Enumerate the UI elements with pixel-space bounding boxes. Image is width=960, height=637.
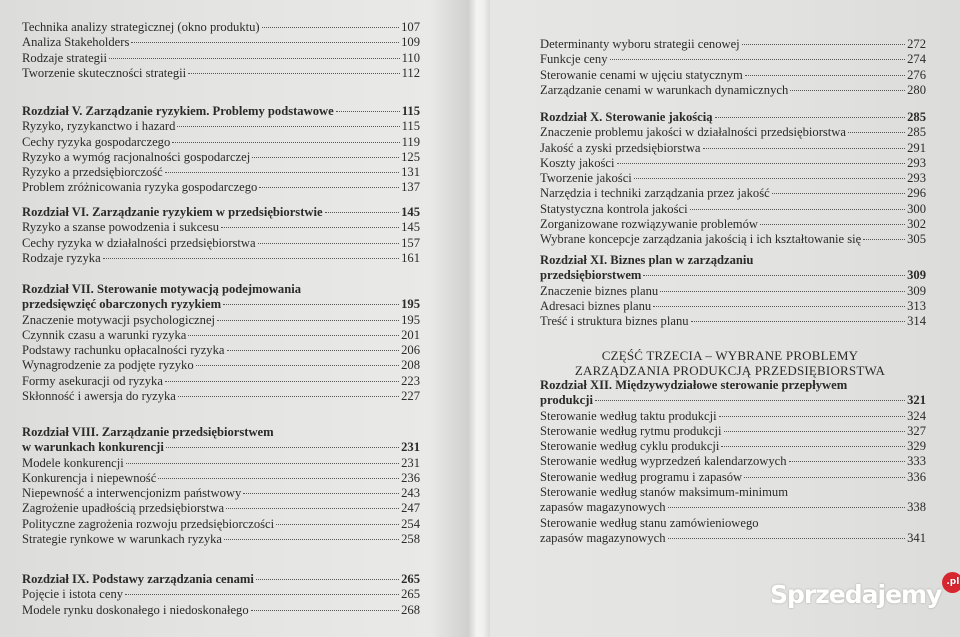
page-number: 309 (907, 283, 926, 298)
toc-entry (540, 409, 926, 424)
page-number: 227 (401, 389, 420, 404)
toc-section (540, 110, 926, 248)
toc-entry (540, 439, 926, 454)
entry-title: Rodzaje ryzyka (22, 250, 101, 265)
toc-entry (22, 236, 420, 251)
toc-entry (22, 51, 420, 66)
toc-entry (22, 603, 420, 618)
dot-leader (668, 538, 906, 539)
dot-leader (158, 478, 399, 479)
entry-title: Tworzenie skuteczności strategii (22, 65, 187, 80)
toc-entry (540, 125, 926, 140)
entry-title: Zorganizowane rozwiązywanie problemów (540, 217, 758, 232)
page-number: 161 (401, 250, 420, 265)
dot-leader (721, 446, 905, 447)
toc-entry (22, 150, 420, 165)
entry-title: Ryzyko, ryzykanctwo i hazard (22, 119, 176, 134)
dot-leader (745, 75, 905, 76)
page-number: 236 (401, 470, 420, 485)
entry-title: Koszty jakości (540, 155, 615, 170)
dot-leader (259, 187, 399, 188)
toc-entry (22, 328, 420, 343)
dot-leader (744, 477, 905, 478)
dot-leader (772, 193, 905, 194)
toc-entry (22, 35, 420, 50)
dot-leader (251, 610, 399, 611)
toc-entry (540, 202, 926, 217)
entry-title: Podstawy rachunku opłacalności ryzyka (22, 343, 225, 358)
toc-section (22, 282, 420, 404)
entry-title: Modele rynku doskonałego i niedoskonałego (22, 602, 249, 617)
dot-leader (109, 58, 400, 59)
dot-leader (668, 507, 906, 508)
dot-leader (221, 227, 399, 228)
watermark-text: Sprzedajemy (770, 580, 942, 609)
toc-entry (22, 251, 420, 266)
page-number: 115 (401, 119, 420, 134)
page-number: 208 (401, 358, 420, 373)
entry-title: Treść i struktura biznes planu (540, 314, 689, 329)
chapter-heading (22, 425, 420, 456)
entry-title: Sterowanie według taktu produkcji (540, 408, 717, 423)
dot-leader (325, 212, 400, 213)
dot-leader (863, 239, 905, 240)
dot-leader (610, 59, 906, 60)
chapter-heading (540, 378, 926, 409)
sprzedajemy-watermark-logo (770, 577, 960, 609)
toc-entry (540, 454, 926, 469)
page-number: 195 (401, 312, 420, 327)
dot-leader (660, 291, 905, 292)
entry-title: Rozdział IX. Podstawy zarządzania cenami (22, 572, 254, 586)
entry-title: Strategie rynkowe w warunkach ryzyka (22, 532, 223, 547)
page-number: 338 (907, 500, 926, 515)
dot-leader (760, 224, 905, 225)
entry-title: zapasów magazynowych (540, 530, 666, 545)
page-number: 137 (401, 180, 420, 195)
toc-section (540, 37, 926, 98)
entry-title: Sterowanie według rytmu produkcji (540, 423, 722, 438)
dot-leader (131, 42, 399, 43)
entry-title: Pojęcie i istota ceny (22, 587, 124, 602)
entry-title: Problem zróżnicowania ryzyka gospodarczego (22, 180, 258, 195)
entry-title: Narzędzia i techniki zarządzania przez jakość (540, 186, 770, 201)
page-number: 145 (401, 205, 420, 219)
chapter-heading (22, 104, 420, 119)
page-number: 157 (401, 235, 420, 250)
dot-leader (643, 275, 905, 276)
page-number: 265 (401, 572, 420, 586)
entry-title: Znaczenie motywacji psychologicznej (22, 312, 216, 327)
dot-leader (336, 111, 400, 112)
dot-leader (848, 132, 905, 133)
page-number: 131 (401, 165, 420, 180)
page-number: 201 (401, 327, 420, 342)
entry-title: Rozdział VIII. Zarządzanie przedsiębiorstwem (22, 425, 274, 439)
page-number: 268 (401, 602, 420, 617)
entry-title: Sterowanie według programu i zapasów (540, 469, 743, 484)
toc-section (22, 205, 420, 266)
dot-leader (165, 381, 399, 382)
entry-title: Zarządzanie cenami w warunkach dynamicznych (540, 82, 789, 97)
page-number: 206 (401, 343, 420, 358)
page-number: 333 (907, 454, 926, 469)
page-number: 285 (907, 110, 926, 124)
toc-entry (22, 486, 420, 501)
entry-title: Sterowanie według wyprzedzeń kalendarzowych (540, 454, 787, 469)
toc-entry (22, 135, 420, 150)
toc-entry (22, 374, 420, 389)
entry-title: Sterowanie cenami w ujęciu statycznym (540, 67, 743, 82)
page-number: 119 (401, 134, 420, 149)
page-number: 276 (907, 67, 926, 82)
toc-entry (22, 358, 420, 373)
dot-leader (125, 594, 399, 595)
toc-section (22, 104, 420, 196)
entry-title: przedsiębiorstwem (540, 268, 642, 283)
toc-entry (540, 424, 926, 439)
page-number: 223 (401, 373, 420, 388)
toc-entry (540, 485, 926, 516)
entry-title: Analiza Stakeholders (22, 35, 130, 50)
page-number: 293 (907, 155, 926, 170)
part-heading-line: ZARZĄDZANIA PRODUKCJĄ PRZEDSIĘBIORSTWA (574, 363, 886, 378)
entry-title: Rodzaje strategii (22, 50, 107, 65)
dot-leader (252, 157, 399, 158)
toc-entry (540, 314, 926, 329)
toc-entry (540, 516, 926, 547)
entry-title: produkcji (540, 393, 593, 408)
page-number: 336 (907, 469, 926, 484)
toc-entry (22, 180, 420, 195)
toc-entry (22, 389, 420, 404)
entry-title: Rozdział V. Zarządzanie ryzykiem. Problemy podstawowe (22, 104, 334, 118)
dot-leader (103, 258, 399, 259)
page-number: 145 (401, 220, 420, 235)
entry-title: Konkurencja i niepewność (22, 470, 157, 485)
page-number: 327 (907, 423, 926, 438)
dot-leader (653, 306, 905, 307)
entry-title: Technika analizy strategicznej (okno produktu) (22, 20, 260, 34)
dot-leader (703, 148, 906, 149)
entry-title: Polityczne zagrożenia rozwoju przedsiębiorczości (22, 516, 275, 531)
entry-title: Zagrożenie upadłością przedsiębiorstwa (22, 501, 225, 516)
page-number: 243 (401, 486, 420, 501)
dot-leader (715, 117, 906, 118)
chapter-heading (540, 110, 926, 125)
right-page (490, 0, 960, 637)
toc-entry (540, 83, 926, 98)
entry-title: Rozdział VI. Zarządzanie ryzykiem w przedsiębiorstwie (22, 205, 323, 219)
entry-title: Tworzenie jakości (540, 171, 632, 186)
toc-entry (22, 313, 420, 328)
page-number: 195 (401, 297, 420, 312)
page-number: 247 (401, 501, 420, 516)
entry-title: Skłonność i awersja do ryzyka (22, 389, 176, 404)
page-number: 341 (907, 530, 926, 545)
dot-leader (258, 243, 400, 244)
toc-entry (22, 501, 420, 516)
toc-entry (22, 343, 420, 358)
page-number: 109 (401, 35, 420, 50)
toc-entry (22, 532, 420, 547)
part-heading-line: CZĘŚĆ TRZECIA – WYBRANE PROBLEMY (601, 348, 859, 363)
page-number: 272 (907, 37, 926, 51)
dot-leader (742, 44, 905, 45)
page-number: 302 (907, 217, 926, 232)
page-number: 231 (401, 455, 420, 470)
dot-leader (276, 524, 399, 525)
toc-entry (540, 52, 926, 67)
toc-section (22, 425, 420, 547)
entry-title: Modele konkurencji (22, 455, 124, 470)
entry-title: Cechy ryzyka gospodarczego (22, 134, 171, 149)
toc-entry (22, 220, 420, 235)
entry-title: Czynnik czasu a warunki ryzyka (22, 327, 187, 342)
toc-entry (22, 66, 420, 81)
dot-leader (166, 447, 399, 448)
entry-title: Sterowanie według stanu zamówieniowego (540, 515, 759, 530)
toc-entry (540, 186, 926, 201)
dot-leader (790, 90, 905, 91)
page-number: 296 (907, 186, 926, 201)
toc-entry (540, 470, 926, 485)
dot-leader (724, 431, 906, 432)
entry-title: Znaczenie problemu jakości w działalności przedsiębiorstwa (540, 125, 846, 140)
dot-leader (165, 172, 399, 173)
page-number: 314 (907, 314, 926, 329)
dot-leader (178, 396, 399, 397)
dot-leader (691, 321, 906, 322)
entry-title: Niepewność a interwencjonizm państwowy (22, 486, 242, 501)
dot-leader (789, 461, 906, 462)
toc-entry (540, 68, 926, 83)
entry-title: w warunkach konkurencji (22, 440, 164, 455)
toc-entry (540, 284, 926, 299)
page-number: 321 (907, 393, 926, 408)
part-heading (530, 348, 930, 378)
page-number: 125 (401, 149, 420, 164)
dot-leader (188, 335, 399, 336)
dot-leader (690, 209, 906, 210)
entry-title: Wybrane koncepcje zarządzania jakością i ich kształtowanie się (540, 232, 862, 247)
toc-entry (22, 517, 420, 532)
entry-title: Cechy ryzyka w działalności przedsiębiorstwa (22, 235, 256, 250)
toc-entry (22, 165, 420, 180)
entry-title: Wynagrodzenie za podjęte ryzyko (22, 358, 194, 373)
entry-title: Jakość a zyski przedsiębiorstwa (540, 140, 701, 155)
entry-title: Sterowanie według stanów maksimum-minimum (540, 485, 788, 500)
page-number: 285 (907, 125, 926, 140)
dot-leader (595, 400, 905, 401)
toc-section (22, 20, 420, 81)
entry-title: Rozdział X. Sterowanie jakością (540, 110, 713, 124)
toc-entry (22, 456, 420, 471)
page-number: 291 (907, 140, 926, 155)
watermark-badge: .pl (942, 572, 960, 593)
dot-leader (223, 304, 399, 305)
entry-title: Rozdział XI. Biznes plan w zarządzaniu (540, 253, 754, 267)
page-number: 313 (907, 298, 926, 313)
entry-title: Statystyczna kontrola jakości (540, 201, 688, 216)
book-gutter (468, 0, 490, 637)
page-number: 329 (907, 439, 926, 454)
dot-leader (172, 142, 399, 143)
dot-leader (634, 178, 905, 179)
entry-title: Rozdział XII. Międzywydziałowe sterowanie przepływem (540, 378, 848, 392)
page-number: 300 (907, 201, 926, 216)
page-number: 265 (401, 587, 420, 602)
toc-entry (540, 171, 926, 186)
entry-title: Formy asekuracji od ryzyka (22, 373, 163, 388)
page-number: 280 (907, 82, 926, 97)
entry-title: przedsięwzięć obarczonych ryzykiem (22, 297, 222, 312)
entry-title: Ryzyko a szanse powodzenia i sukcesu (22, 220, 220, 235)
toc-entry (540, 217, 926, 232)
page-number: 112 (401, 65, 420, 80)
entry-title: Sterowanie według cyklu produkcji (540, 439, 720, 454)
page-number: 254 (401, 516, 420, 531)
chapter-heading (22, 282, 420, 313)
toc-entry (22, 587, 420, 602)
chapter-heading (22, 572, 420, 587)
entry-title: Funkcje ceny (540, 52, 608, 67)
dot-leader (226, 508, 399, 509)
toc-entry (540, 232, 926, 247)
dot-leader (256, 579, 399, 580)
dot-leader (217, 320, 399, 321)
toc-entry (22, 471, 420, 486)
page-number: 110 (401, 50, 420, 65)
toc-entry (540, 299, 926, 314)
toc-entry (540, 37, 926, 52)
dot-leader (617, 163, 906, 164)
page-number: 274 (907, 52, 926, 67)
page-number: 305 (907, 232, 926, 247)
dot-leader (224, 539, 399, 540)
page-number: 258 (401, 532, 420, 547)
page-number: 107 (401, 20, 420, 34)
page-number: 231 (401, 440, 420, 455)
entry-title: Ryzyko a przedsiębiorczość (22, 165, 163, 180)
toc-section (540, 253, 926, 329)
toc-entry (540, 156, 926, 171)
entry-title: Znaczenie biznes planu (540, 283, 659, 298)
dot-leader (126, 463, 399, 464)
toc-entry (22, 20, 420, 35)
toc-entry (22, 119, 420, 134)
page-number: 293 (907, 171, 926, 186)
entry-title: Determinanty wyboru strategii cenowej (540, 37, 740, 51)
left-page (0, 0, 468, 637)
dot-leader (719, 416, 905, 417)
dot-leader (196, 365, 399, 366)
entry-title: zapasów magazynowych (540, 500, 666, 515)
dot-leader (243, 493, 399, 494)
toc-section (22, 572, 420, 618)
dot-leader (262, 27, 400, 28)
toc-entry (540, 141, 926, 156)
toc-section (540, 378, 926, 546)
dot-leader (227, 350, 400, 351)
entry-title: Rozdział VII. Sterowanie motywacją podejmowania (22, 282, 302, 296)
page-number: 309 (907, 268, 926, 283)
page-number: 115 (401, 104, 420, 118)
entry-title: Adresaci biznes planu (540, 298, 652, 313)
dot-leader (177, 126, 399, 127)
chapter-heading (540, 253, 926, 284)
chapter-heading (22, 205, 420, 220)
dot-leader (188, 73, 399, 74)
entry-title: Ryzyko a wymóg racjonalności gospodarczej (22, 149, 251, 164)
page-number: 324 (907, 408, 926, 423)
